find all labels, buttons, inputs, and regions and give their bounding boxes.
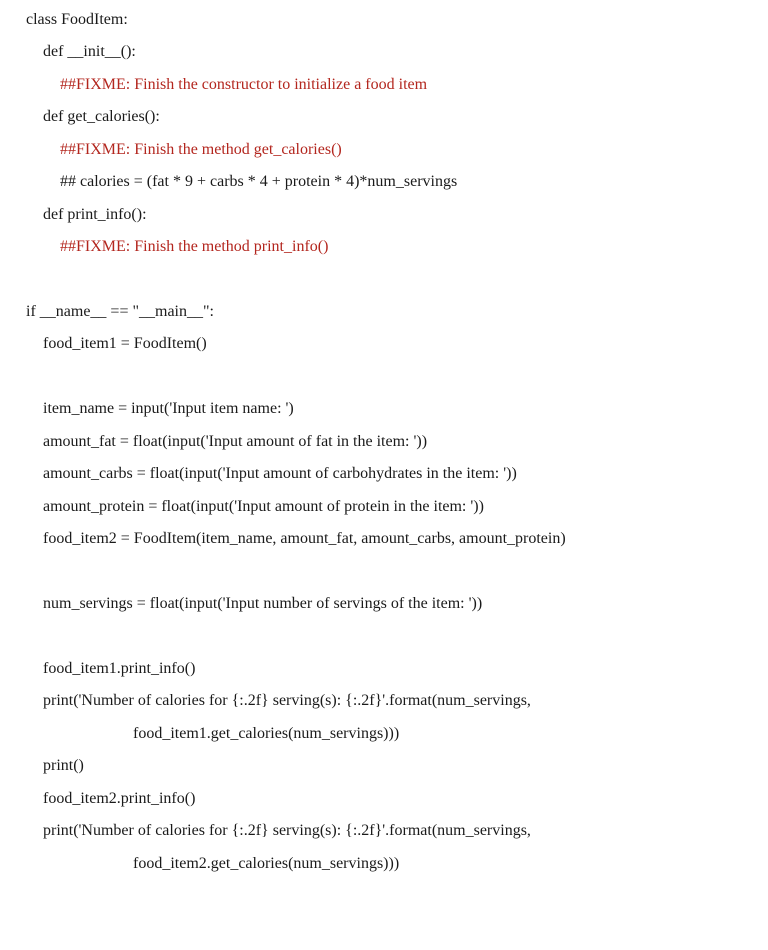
code-line-food-item2: food_item2 = FoodItem(item_name, amount_fat, amount_carbs, amount_protein) — [43, 530, 566, 547]
code-line-food-item1: food_item1 = FoodItem() — [43, 335, 207, 352]
code-line-item2-print-info: food_item2.print_info() — [43, 790, 196, 807]
code-line-item1-print-info: food_item1.print_info() — [43, 660, 196, 677]
code-line-amount-carbs: amount_carbs = float(input('Input amount of carbohydrates in the item: ')) — [43, 465, 517, 482]
code-line-fixme-get-calories: ##FIXME: Finish the method get_calories() — [60, 141, 342, 158]
code-line-calories-formula: ## calories = (fat * 9 + carbs * 4 + protein * 4)*num_servings — [60, 173, 458, 190]
code-line-item2-get-calories: food_item2.get_calories(num_servings))) — [133, 855, 400, 872]
code-line-item1-get-calories: food_item1.get_calories(num_servings))) — [133, 725, 400, 742]
code-line-item2-print-calories: print('Number of calories for {:.2f} serving(s): {:.2f}'.format(num_servings, — [43, 822, 531, 839]
code-line-item1-print-calories: print('Number of calories for {:.2f} serving(s): {:.2f}'.format(num_servings, — [43, 692, 531, 709]
code-line-amount-fat: amount_fat = float(input('Input amount of fat in the item: ')) — [43, 433, 428, 450]
code-line-amount-protein: amount_protein = float(input('Input amount of protein in the item: ')) — [43, 498, 484, 515]
code-line-print-blank: print() — [43, 757, 84, 774]
code-line-init-def: def __init__(): — [43, 43, 136, 60]
code-line-item-name: item_name = input('Input item name: ') — [43, 400, 294, 417]
code-line-fixme-print-info: ##FIXME: Finish the method print_info() — [60, 238, 329, 255]
code-line-get-calories-def: def get_calories(): — [43, 108, 160, 125]
code-line-fixme-constructor: ##FIXME: Finish the constructor to initialize a food item — [60, 76, 428, 93]
code-line-print-info-def: def print_info(): — [43, 206, 147, 223]
code-line-class-def: class FoodItem: — [26, 11, 128, 28]
code-line-main-guard: if __name__ == "__main__": — [26, 303, 214, 320]
code-line-num-servings: num_servings = float(input('Input number of servings of the item: ')) — [43, 595, 483, 612]
